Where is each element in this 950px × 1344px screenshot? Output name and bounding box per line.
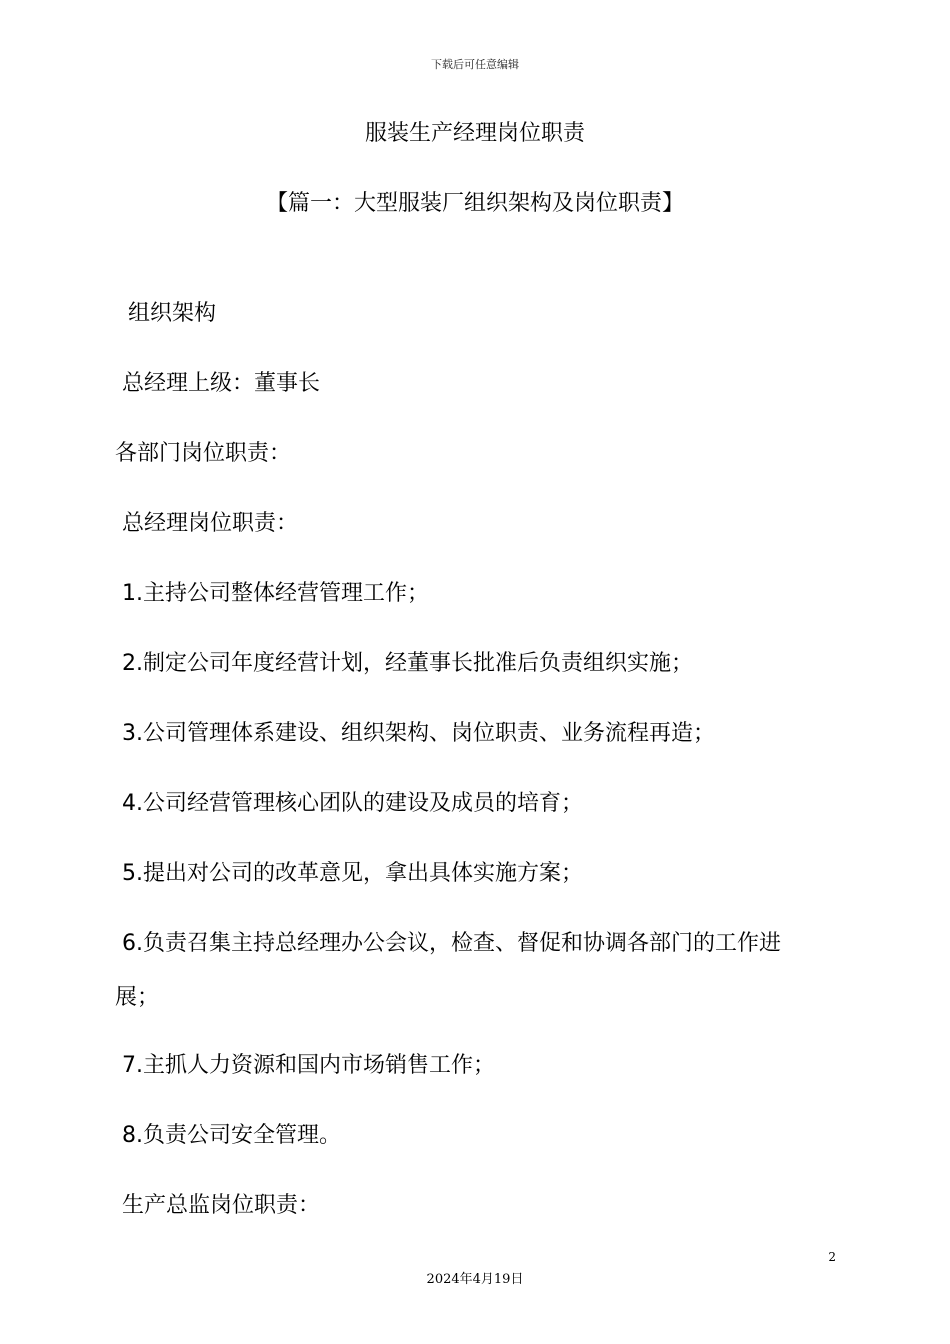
list-item: 4.公司经营管理核心团队的建设及成员的培育； xyxy=(122,791,583,816)
document-subtitle: 【篇一：大型服装厂组织架构及岗位职责】 xyxy=(265,191,684,216)
list-item: 6.负责召集主持总经理办公会议，检查、督促和协调各部门的工作进 xyxy=(122,931,781,956)
list-item: 1.主持公司整体经营管理工作； xyxy=(122,581,429,606)
body-line: 总经理上级：董事长 xyxy=(122,371,321,396)
list-item: 5.提出对公司的改革意见，拿出具体实施方案； xyxy=(122,861,583,886)
list-item: 7.主抓人力资源和国内市场销售工作； xyxy=(122,1053,495,1078)
list-item: 2.制定公司年度经营计划，经董事长批准后负责组织实施； xyxy=(122,651,693,676)
footer-date: 2024年4月19日 xyxy=(426,1272,524,1287)
header-note: 下载后可任意编辑 xyxy=(431,58,519,71)
list-item: 3.公司管理体系建设、组织架构、岗位职责、业务流程再造； xyxy=(122,721,715,746)
body-line: 生产总监岗位职责： xyxy=(122,1193,321,1218)
body-line: 各部门岗位职责： xyxy=(115,441,292,466)
list-item-continuation: 展； xyxy=(115,985,160,1010)
page-number: 2 xyxy=(828,1250,836,1264)
list-item: 8.负责公司安全管理。 xyxy=(122,1123,341,1148)
body-line: 总经理岗位职责： xyxy=(122,511,299,536)
section-heading-org-structure: 组织架构 xyxy=(128,301,217,326)
document-title: 服装生产经理岗位职责 xyxy=(364,121,585,146)
